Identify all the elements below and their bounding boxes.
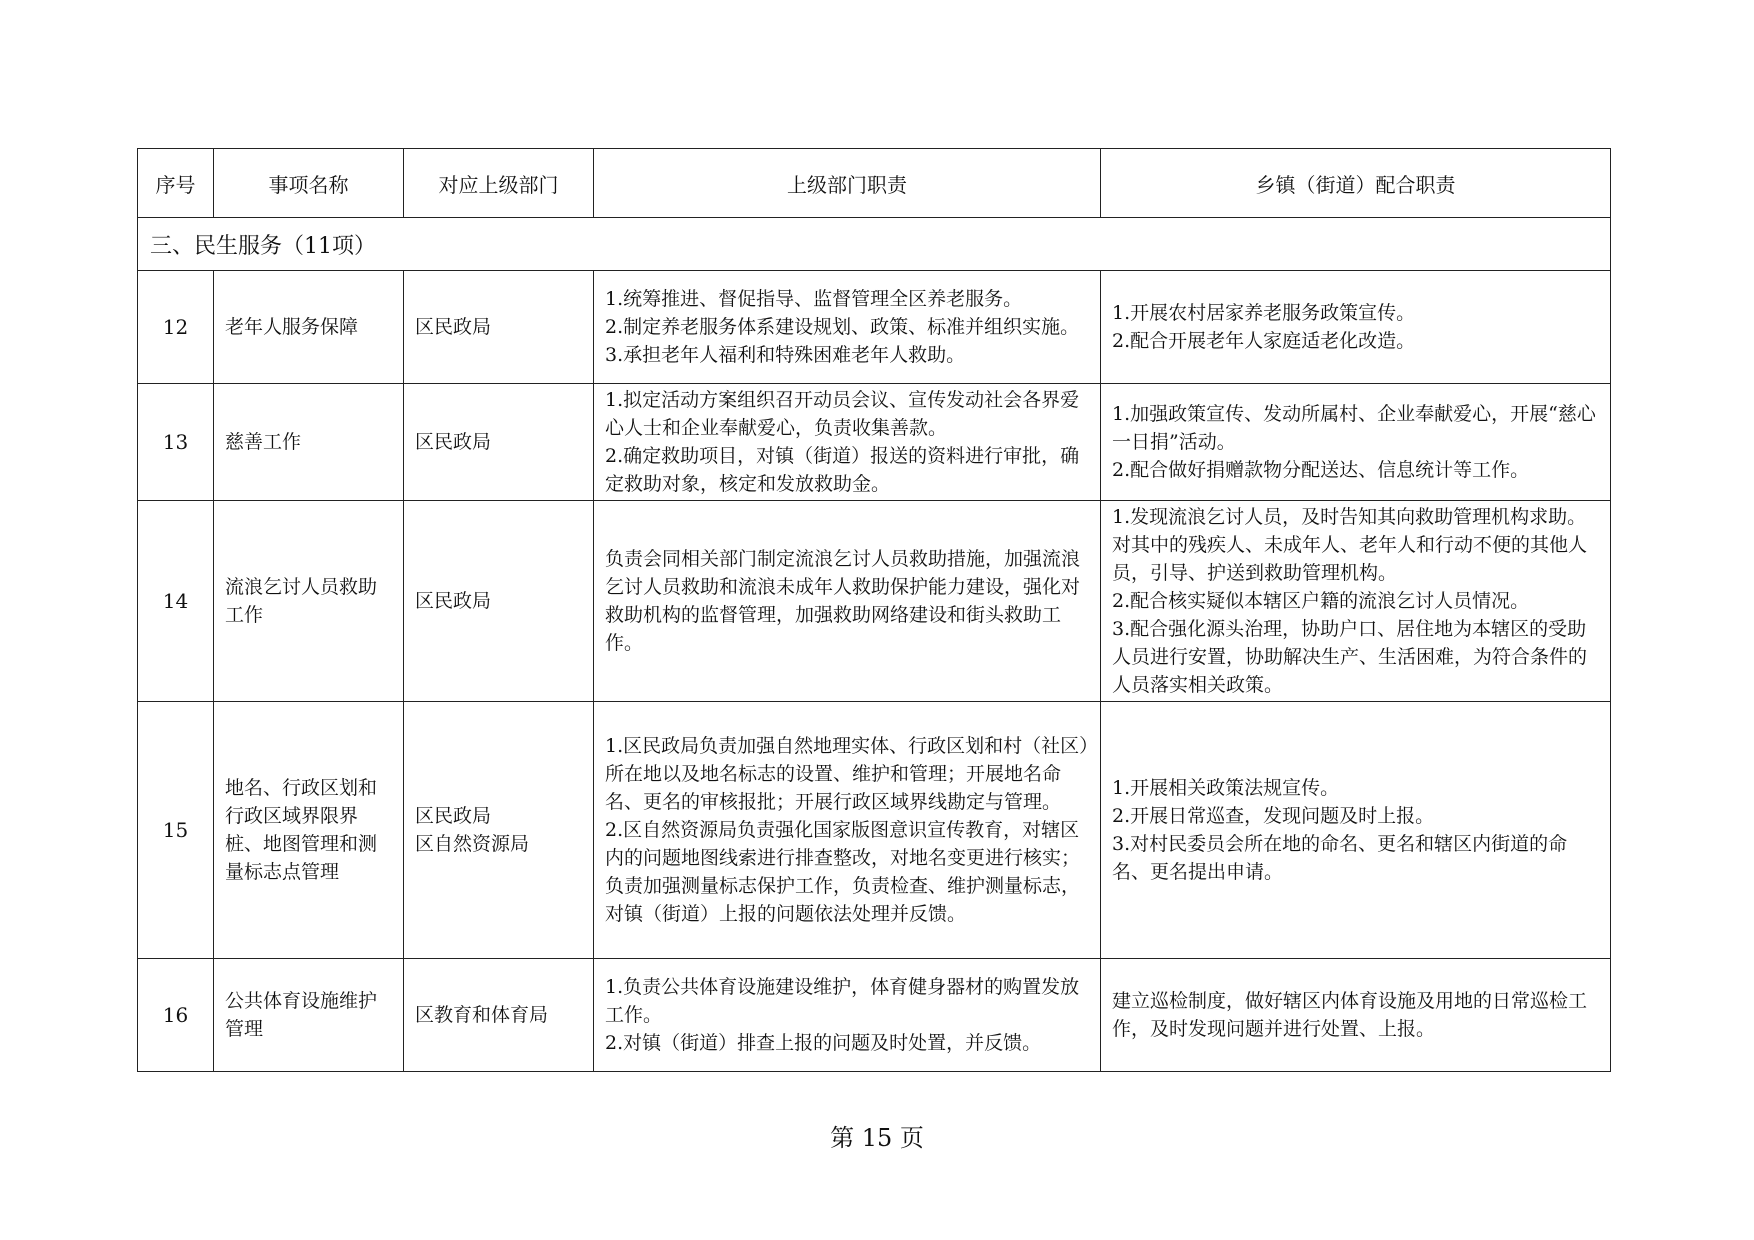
upper-dept: 区教育和体育局 [404, 959, 594, 1072]
town-duty: 1.发现流浪乞讨人员，及时告知其向救助管理机构求助。对其中的残疾人、未成年人、老年人和行动不便的其他人员，引导、护送到救助管理机构。 2.配合核实疑似本辖区户籍的流浪乞讨人员情况。 3.配合强化源头治理，协助户口、居住地为本辖区的受助人员进行安置，协助解决生产、生活困难，为符合条件的人员落实相关政策。 [1101, 501, 1611, 702]
upper-duty: 负责会同相关部门制定流浪乞讨人员救助措施，加强流浪乞讨人员救助和流浪未成年人救助保护能力建设，强化对救助机构的监督管理，加强救助网络建设和街头救助工作。 [594, 501, 1101, 702]
table-row [138, 702, 1611, 959]
item-name: 地名、行政区划和行政区域界限界桩、地图管理和测量标志点管理 [214, 702, 404, 959]
header-upper-duty: 上级部门职责 [594, 149, 1101, 218]
header-town-duty: 乡镇（街道）配合职责 [1101, 149, 1611, 218]
table-row [138, 384, 1611, 501]
town-duty: 1.加强政策宣传、发动所属村、企业奉献爱心，开展“慈心一日捐”活动。 2.配合做好捐赠款物分配送达、信息统计等工作。 [1101, 384, 1611, 501]
item-name: 老年人服务保障 [214, 271, 404, 384]
row-number: 13 [138, 384, 214, 501]
upper-duty: 1.统筹推进、督促指导、监督管理全区养老服务。 2.制定养老服务体系建设规划、政策、标准并组织实施。 3.承担老年人福利和特殊困难老年人救助。 [594, 271, 1101, 384]
row-number: 15 [138, 702, 214, 959]
header-upper-dept: 对应上级部门 [404, 149, 594, 218]
item-name: 流浪乞讨人员救助工作 [214, 501, 404, 702]
upper-dept: 区民政局 区自然资源局 [404, 702, 594, 959]
town-duty: 1.开展相关政策法规宣传。 2.开展日常巡查，发现问题及时上报。 3.对村民委员会所在地的命名、更名和辖区内街道的命名、更名提出申请。 [1101, 702, 1611, 959]
upper-duty: 1.负责公共体育设施建设维护，体育健身器材的购置发放工作。 2.对镇（街道）排查上报的问题及时处置，并反馈。 [594, 959, 1101, 1072]
page-number: 第 15 页 [830, 1124, 924, 1152]
item-name: 慈善工作 [214, 384, 404, 501]
header-no: 序号 [138, 149, 214, 218]
upper-dept: 区民政局 [404, 384, 594, 501]
section-title: 三、民生服务（11项） [138, 218, 1611, 271]
upper-duty: 1.区民政局负责加强自然地理实体、行政区划和村（社区）所在地以及地名标志的设置、维护和管理；开展地名命名、更名的审核报批；开展行政区域界线勘定与管理。 2.区自然资源局负责强化国家版图意识宣传教育，对辖区内的问题地图线索进行排查整改，对地名变更进行核实；负责加强测量标志保护工作，负责检查、维护测量标志，对镇（街道）上报的问题依法处理并反馈。 [594, 702, 1101, 959]
town-duty: 建立巡检制度，做好辖区内体育设施及用地的日常巡检工作，及时发现问题并进行处置、上报。 [1101, 959, 1611, 1072]
row-number: 14 [138, 501, 214, 702]
row-number: 16 [138, 959, 214, 1072]
upper-duty: 1.拟定活动方案组织召开动员会议、宣传发动社会各界爱心人士和企业奉献爱心，负责收集善款。 2.确定救助项目，对镇（街道）报送的资料进行审批，确定救助对象，核定和发放救助金。 [594, 384, 1101, 501]
responsibility-table [137, 148, 1611, 1072]
item-name: 公共体育设施维护管理 [214, 959, 404, 1072]
table-row [138, 271, 1611, 384]
upper-dept: 区民政局 [404, 271, 594, 384]
row-number: 12 [138, 271, 214, 384]
section-row [138, 218, 1611, 271]
table-row [138, 959, 1611, 1072]
town-duty: 1.开展农村居家养老服务政策宣传。 2.配合开展老年人家庭适老化改造。 [1101, 271, 1611, 384]
header-item-name: 事项名称 [214, 149, 404, 218]
responsibility-table-container [137, 148, 1610, 1072]
table-row [138, 501, 1611, 702]
upper-dept: 区民政局 [404, 501, 594, 702]
header-row [138, 149, 1611, 218]
